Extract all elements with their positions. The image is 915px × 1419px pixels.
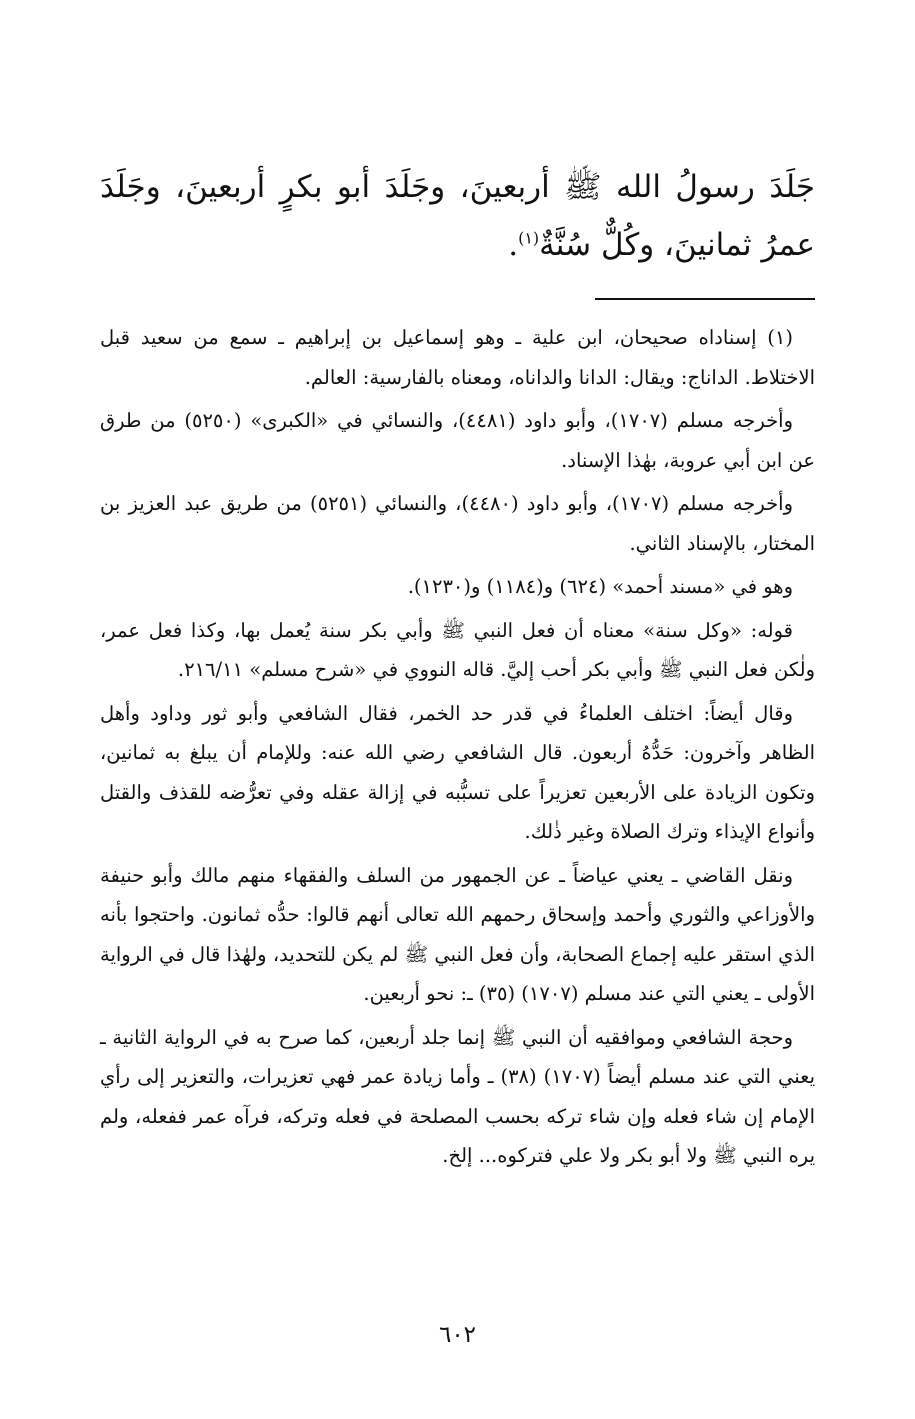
footnote-reference: (١) xyxy=(518,228,540,248)
footnotes xyxy=(100,318,815,1176)
footnote-paragraph: (١) إسناداه صحيحان، ابن علية ـ وهو إسماعيل بن إبراهيم ـ سمع من سعيد قبل الاختلاط. الداناج: ويقال: الدانا والداناه، ومعناه بالفارسية: العالم. xyxy=(100,326,815,389)
footnote-separator xyxy=(595,298,815,300)
footnote-paragraph: وحجة الشافعي وموافقيه أن النبي ﷺ إنما جلد أربعين، كما صرح به في الرواية الثانية ـ يعني التي عند مسلم أيضاً (١٧٠٧) (٣٨) ـ وأما زيادة عمر فهي تعزيرات، والتعزير إلى رأي الإمام إن شاء فعله وإن شاء تركه بحسب المصلحة في فعله وتركه، فرآه عمر ففعله، ولم يره النبي ﷺ ولا أبو بكر ولا علي فتركوه... إلخ. xyxy=(100,1025,815,1167)
page-number: ٦٠٢ xyxy=(438,1322,477,1348)
main-text-body: جَلَدَ رسولُ الله ﷺ أربعينَ، وجَلَدَ أبو بكرٍ أربعينَ، وجَلَدَ عمرُ ثمانينَ، وكُلٌّ سُنَّةٌ xyxy=(100,169,815,263)
footnote-paragraph: وأخرجه مسلم (١٧٠٧)، وأبو داود (٤٤٨١)، والنسائي في «الكبرى» (٥٢٥٠) من طرق عن ابن أبي عروبة، بهٰذا الإسناد. xyxy=(100,409,815,472)
footnote-paragraph: وهو في «مسند أحمد» (٦٢٤) و(١١٨٤) و(١٢٣٠). xyxy=(407,575,793,598)
footnote-paragraph: ونقل القاضي ـ يعني عياضاً ـ عن الجمهور من السلف والفقهاء منهم مالك وأبو حنيفة والأوزاعي والثوري وأحمد وإسحاق رحمهم الله تعالى أنهم قالوا: حدُّه ثمانون. واحتجوا بأنه الذي استقر عليه إجماع الصحابة، وأن فعل النبي ﷺ لم يكن للتحديد، ولهٰذا قال في الرواية الأولى ـ يعني التي عند مسلم (١٧٠٧) (٣٥) ـ: نحو أربعين. xyxy=(100,863,815,1005)
main-text-end: . xyxy=(508,227,519,263)
footnote-paragraph: وقال أيضاً: اختلف العلماءُ في قدر حد الخمر، فقال الشافعي وأبو ثور وداود وأهل الظاهر وآخرون: حَدُّهُ أربعون. قال الشافعي رضي الله عنه: وللإمام أن يبلغ به ثمانين، وتكون الزيادة على الأربعين تعزيراً على تسبُّبه في إزالة عقله وفي تعرُّضه للقذف والقتل وأنواع الإيذاء وترك الصلاة وغير ذٰلك. xyxy=(100,701,815,843)
footnote-paragraph: وأخرجه مسلم (١٧٠٧)، وأبو داود (٤٤٨٠)، والنسائي (٥٢٥١) من طريق عبد العزيز بن المختار، بالإسناد الثاني. xyxy=(100,492,815,555)
page-content xyxy=(100,150,815,1180)
main-text xyxy=(100,150,815,274)
footnote-paragraph: قوله: «وكل سنة» معناه أن فعل النبي ﷺ وأبي بكر سنة يُعمل بها، وكذا فعل عمر، ولٰكن فعل النبي ﷺ وأبي بكر أحب إليَّ. قاله النووي في «شرح مسلم» ٢١٦/١١. xyxy=(100,618,815,681)
